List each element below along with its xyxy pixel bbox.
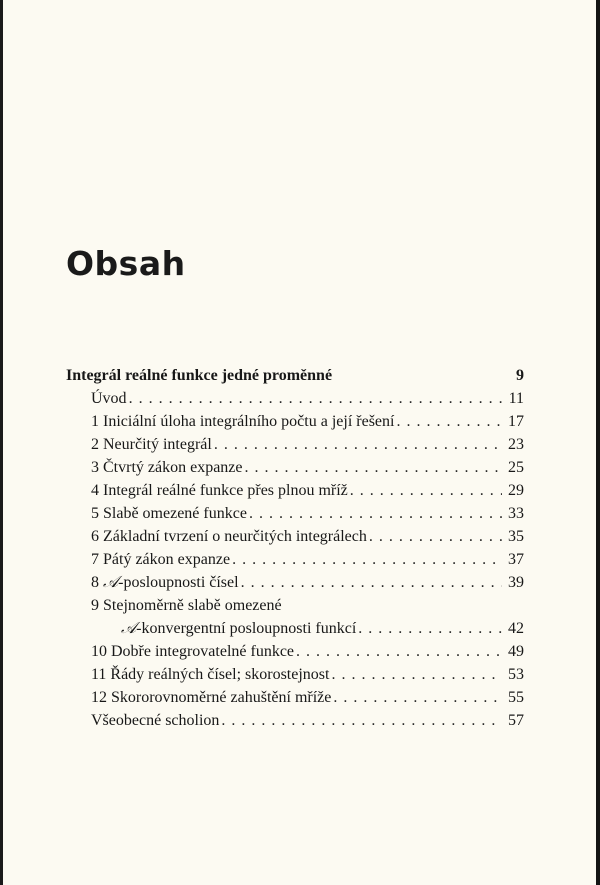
toc-entry-10[interactable] (66, 640, 524, 663)
toc-entry-label: Všeobecné scholion (91, 712, 220, 729)
dot-leader (219, 709, 502, 732)
toc-entry-9-line1[interactable]: 9 Stejnoměrně slabě omezené (91, 597, 282, 614)
toc-entry-label: 4 Integrál reálné funkce přes plnou mříž (91, 482, 348, 499)
toc-entry-5[interactable] (66, 502, 524, 525)
toc-entry-9[interactable] (66, 617, 524, 640)
toc-entry-label (91, 571, 239, 594)
toc-entry-number: 8 (91, 574, 103, 591)
toc-entry-4[interactable] (66, 479, 524, 502)
toc-entry-label: Úvod (91, 390, 127, 407)
toc-entry-8[interactable] (66, 571, 524, 594)
toc-entry-label: 5 Slabě omezené funkce (91, 505, 247, 522)
toc-entry-uvod[interactable] (66, 387, 524, 410)
page-title: Obsah (66, 244, 186, 283)
toc-entry-label: 2 Neurčitý integrál (91, 436, 212, 453)
toc-entry-scholion[interactable] (66, 709, 524, 732)
toc-entry-3[interactable] (66, 456, 524, 479)
dot-leader (329, 663, 502, 686)
table-of-contents (66, 364, 524, 732)
toc-entry-2[interactable] (66, 433, 524, 456)
toc-entry-label: 10 Dobře integrovatelné funkce (91, 643, 295, 660)
dot-leader (243, 456, 503, 479)
toc-entry-page: 49 (508, 643, 524, 660)
calligraphic-a-symbol: 𝒜 (103, 574, 119, 591)
dot-leader (367, 525, 502, 548)
toc-entry-11[interactable] (66, 663, 524, 686)
toc-entry-page: 17 (508, 413, 524, 430)
toc-entry-page: 42 (508, 620, 524, 637)
dot-leader (239, 571, 502, 594)
toc-entry-label: 3 Čtvrtý zákon expanze (91, 459, 243, 476)
toc-entry-page: 11 (508, 390, 524, 407)
toc-entry-page: 29 (508, 482, 524, 499)
toc-entry-label: 11 Řády reálných čísel; skorostejnost (91, 666, 330, 683)
toc-entry-1[interactable] (66, 410, 524, 433)
toc-part[interactable] (66, 364, 524, 387)
page-edge-left (0, 0, 3, 885)
toc-entry-label: 1 Iniciální úloha integrálního počtu a její řešení (91, 413, 395, 430)
toc-entry-label: 7 Pátý zákon expanze (91, 551, 231, 568)
page-edge-right (596, 0, 600, 885)
toc-entry-page: 35 (508, 528, 524, 545)
calligraphic-a-symbol: 𝒜 (121, 620, 137, 637)
dot-leader (230, 548, 502, 571)
toc-entry-label (121, 617, 356, 640)
toc-entry-6[interactable] (66, 525, 524, 548)
dot-leader (294, 640, 502, 663)
toc-entry-label: 6 Základní tvrzení o neurčitých integrálech (91, 528, 367, 545)
toc-entry-page: 33 (508, 505, 524, 522)
toc-entry-label: 12 Skororovnoměrné zahuštění mříže (91, 689, 332, 706)
toc-entry-label-rest: -posloupnosti čísel (118, 574, 239, 591)
toc-part-label: Integrál reálné funkce jedné proměnné (66, 367, 333, 384)
toc-entry-page: 39 (508, 574, 524, 591)
toc-entry-12[interactable] (66, 686, 524, 709)
dot-leader (331, 686, 502, 709)
toc-entry-page: 53 (508, 666, 524, 683)
toc-entry-page: 23 (508, 436, 524, 453)
toc-entry-label-rest: -konvergentní posloupnosti funkcí (136, 620, 357, 637)
toc-entry-page: 57 (508, 712, 524, 729)
dot-leader (247, 502, 502, 525)
toc-entry-page: 37 (508, 551, 524, 568)
dot-leader (394, 410, 502, 433)
toc-entry-page: 25 (508, 459, 524, 476)
toc-part-page: 9 (516, 367, 524, 384)
dot-leader (212, 433, 502, 456)
dot-leader (127, 387, 502, 410)
toc-entry-7[interactable] (66, 548, 524, 571)
dot-leader (356, 617, 502, 640)
toc-entry-page: 55 (508, 689, 524, 706)
dot-leader (348, 479, 502, 502)
